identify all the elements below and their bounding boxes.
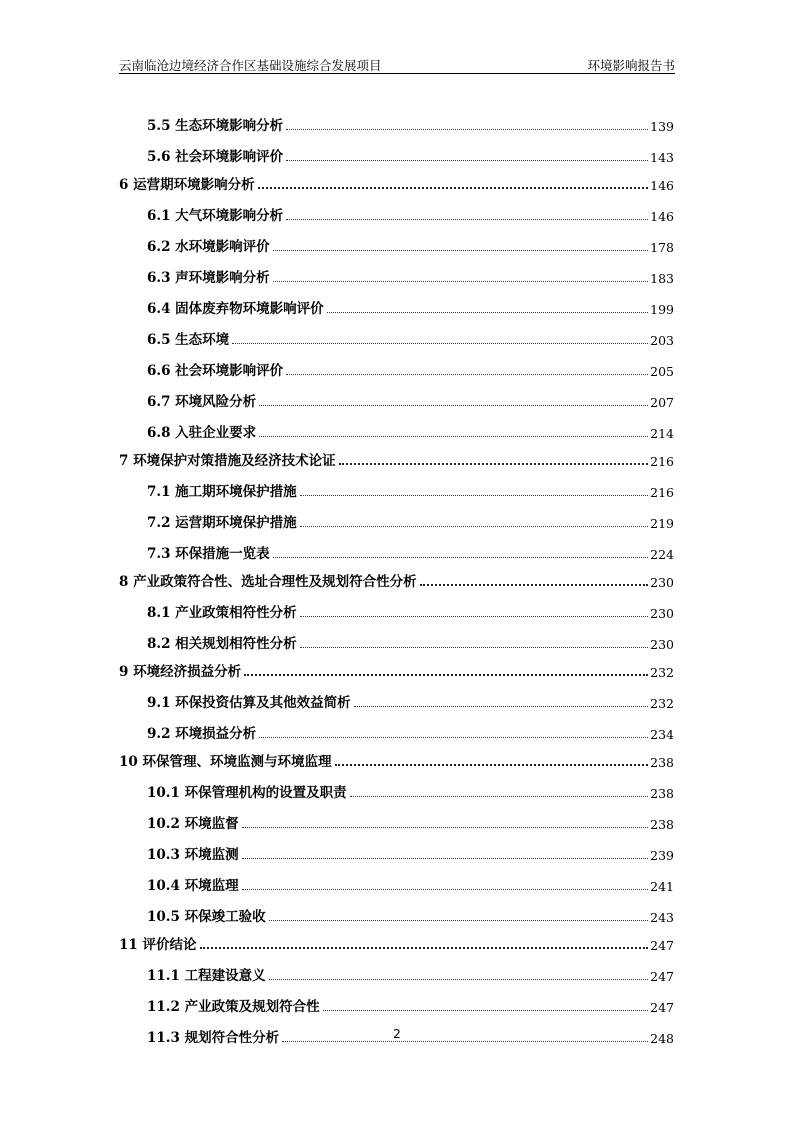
toc-entry-page-number: 230: [650, 637, 674, 652]
toc-entry-title: 8.2 相关规划相符性分析: [147, 636, 297, 652]
toc-dot-leader: [286, 160, 648, 161]
toc-entry-title: 5.6 社会环境影响评价: [147, 149, 284, 165]
toc-entry-page-number: 199: [650, 302, 674, 317]
toc-entry-page-number: 230: [650, 606, 674, 621]
toc-dot-leader: [300, 616, 648, 617]
toc-entry-title: 6.6 社会环境影响评价: [147, 363, 284, 379]
report-type: 环境影响报告书: [587, 58, 675, 73]
toc-entry-page-number: 219: [650, 516, 674, 531]
toc-dot-leader: [258, 187, 649, 189]
toc-entry-title: 10.2 环境监督: [147, 816, 239, 832]
toc-entry-page-number: 230: [650, 575, 674, 590]
toc-chapter-entry[interactable]: [119, 652, 674, 680]
toc-entry-page-number: 143: [650, 150, 674, 165]
toc-entry-title: 6.2 水环境影响评价: [147, 239, 270, 255]
toc-entry-page-number: 234: [650, 727, 674, 742]
toc-entry-page-number: 183: [650, 271, 674, 286]
toc-chapter-entry[interactable]: [119, 165, 674, 193]
toc-dot-leader: [420, 584, 649, 586]
table-of-contents: [119, 103, 674, 1046]
toc-entry-page-number: 238: [650, 786, 674, 801]
toc-dot-leader: [323, 1010, 649, 1011]
toc-entry-page-number: 243: [650, 910, 674, 925]
toc-dot-leader: [232, 343, 648, 344]
toc-section-entry[interactable]: [119, 103, 674, 134]
toc-dot-leader: [269, 920, 649, 921]
toc-dot-leader: [259, 405, 648, 406]
toc-entry-page-number: 216: [650, 454, 674, 469]
toc-entry-page-number: 238: [650, 817, 674, 832]
toc-dot-leader: [259, 436, 648, 437]
toc-entry-page-number: 146: [650, 209, 674, 224]
toc-chapter-entry[interactable]: [119, 742, 674, 770]
toc-entry-page-number: 214: [650, 426, 674, 441]
toc-entry-page-number: 247: [650, 1000, 674, 1015]
toc-entry-title: 7 环境保护对策措施及经济技术论证: [119, 453, 336, 469]
toc-dot-leader: [269, 979, 649, 980]
toc-entry-title: 11.2 产业政策及规划符合性: [147, 999, 320, 1015]
toc-section-entry[interactable]: [119, 801, 674, 832]
toc-entry-title: 9.1 环保投资估算及其他效益简析: [147, 695, 351, 711]
toc-dot-leader: [282, 1041, 648, 1042]
toc-dot-leader: [335, 764, 649, 766]
page-header: [119, 56, 675, 74]
toc-entry-title: 10.1 环保管理机构的设置及职责: [147, 785, 347, 801]
document-title: 云南临沧边境经济合作区基础设施综合发展项目: [119, 58, 382, 73]
toc-entry-page-number: 232: [650, 665, 674, 680]
toc-dot-leader: [300, 495, 648, 496]
toc-entry-page-number: 232: [650, 696, 674, 711]
toc-section-entry[interactable]: [119, 469, 674, 500]
toc-section-entry[interactable]: [119, 317, 674, 348]
toc-entry-title: 6.3 声环境影响分析: [147, 270, 270, 286]
toc-entry-title: 6.4 固体废弃物环境影响评价: [147, 301, 324, 317]
toc-entry-page-number: 247: [650, 969, 674, 984]
toc-dot-leader: [350, 796, 649, 797]
toc-dot-leader: [273, 281, 648, 282]
toc-entry-title: 6.8 入驻企业要求: [147, 425, 257, 441]
toc-section-entry[interactable]: [119, 193, 674, 224]
toc-section-entry[interactable]: [119, 134, 674, 165]
toc-entry-title: 6.1 大气环境影响分析: [147, 208, 284, 224]
toc-section-entry[interactable]: [119, 255, 674, 286]
toc-dot-leader: [300, 526, 648, 527]
toc-dot-leader: [242, 858, 649, 859]
toc-section-entry[interactable]: [119, 770, 674, 801]
toc-section-entry[interactable]: [119, 863, 674, 894]
toc-chapter-entry[interactable]: [119, 441, 674, 469]
toc-entry-title: 5.5 生态环境影响分析: [147, 118, 284, 134]
toc-entry-title: 9.2 环境损益分析: [147, 726, 257, 742]
toc-entry-title: 8.1 产业政策相符性分析: [147, 605, 297, 621]
toc-dot-leader: [242, 889, 649, 890]
toc-section-entry[interactable]: [119, 621, 674, 652]
toc-entry-title: 8 产业政策符合性、选址合理性及规划符合性分析: [119, 574, 417, 590]
toc-dot-leader: [354, 706, 648, 707]
toc-dot-leader: [259, 737, 648, 738]
toc-entry-title: 6.7 环境风险分析: [147, 394, 257, 410]
toc-section-entry[interactable]: [119, 379, 674, 410]
toc-entry-page-number: 239: [650, 848, 674, 863]
toc-dot-leader: [327, 312, 648, 313]
toc-section-entry[interactable]: [119, 590, 674, 621]
toc-section-entry[interactable]: [119, 711, 674, 742]
toc-section-entry[interactable]: [119, 410, 674, 441]
toc-section-entry[interactable]: [119, 224, 674, 255]
toc-entry-title: 7.2 运营期环境保护措施: [147, 515, 297, 531]
toc-entry-page-number: 203: [650, 333, 674, 348]
toc-section-entry[interactable]: [119, 953, 674, 984]
toc-entry-title: 7.3 环保措施一览表: [147, 546, 270, 562]
toc-entry-page-number: 241: [650, 879, 674, 894]
toc-chapter-entry[interactable]: [119, 562, 674, 590]
toc-dot-leader: [286, 374, 648, 375]
toc-entry-page-number: 238: [650, 755, 674, 770]
toc-entry-title: 9 环境经济损益分析: [119, 664, 242, 680]
toc-dot-leader: [242, 827, 649, 828]
toc-entry-page-number: 248: [650, 1031, 674, 1046]
toc-entry-title: 11 评价结论: [119, 937, 197, 953]
toc-dot-leader: [286, 219, 648, 220]
toc-entry-page-number: 224: [650, 547, 674, 562]
toc-entry-title: 10.5 环保竣工验收: [147, 909, 266, 925]
header-divider: [119, 73, 675, 74]
toc-entry-title: 6 运营期环境影响分析: [119, 177, 255, 193]
toc-dot-leader: [286, 129, 648, 130]
toc-entry-page-number: 146: [650, 178, 674, 193]
toc-entry-title: 7.1 施工期环境保护措施: [147, 484, 297, 500]
toc-dot-leader: [200, 947, 649, 949]
toc-dot-leader: [273, 250, 648, 251]
toc-section-entry[interactable]: [119, 531, 674, 562]
toc-dot-leader: [273, 557, 648, 558]
toc-section-entry[interactable]: [119, 680, 674, 711]
toc-dot-leader: [244, 674, 648, 676]
toc-entry-page-number: 216: [650, 485, 674, 500]
toc-section-entry[interactable]: [119, 832, 674, 863]
toc-entry-page-number: 205: [650, 364, 674, 379]
toc-entry-page-number: 139: [650, 119, 674, 134]
toc-section-entry[interactable]: [119, 348, 674, 379]
toc-entry-title: 11.3 规划符合性分析: [147, 1030, 280, 1046]
toc-dot-leader: [300, 647, 648, 648]
toc-entry-title: 11.1 工程建设意义: [147, 968, 266, 984]
toc-section-entry[interactable]: [119, 984, 674, 1015]
toc-chapter-entry[interactable]: [119, 925, 674, 953]
toc-entry-title: 10.4 环境监理: [147, 878, 239, 894]
toc-section-entry[interactable]: [119, 894, 674, 925]
toc-section-entry[interactable]: [119, 286, 674, 317]
toc-dot-leader: [339, 463, 649, 465]
toc-entry-page-number: 178: [650, 240, 674, 255]
page-number: 2: [393, 1027, 401, 1041]
toc-entry-page-number: 207: [650, 395, 674, 410]
toc-entry-title: 10 环保管理、环境监测与环境监理: [119, 754, 332, 770]
toc-entry-title: 10.3 环境监测: [147, 847, 239, 863]
toc-section-entry[interactable]: [119, 500, 674, 531]
toc-entry-title: 6.5 生态环境: [147, 332, 230, 348]
toc-entry-page-number: 247: [650, 938, 674, 953]
